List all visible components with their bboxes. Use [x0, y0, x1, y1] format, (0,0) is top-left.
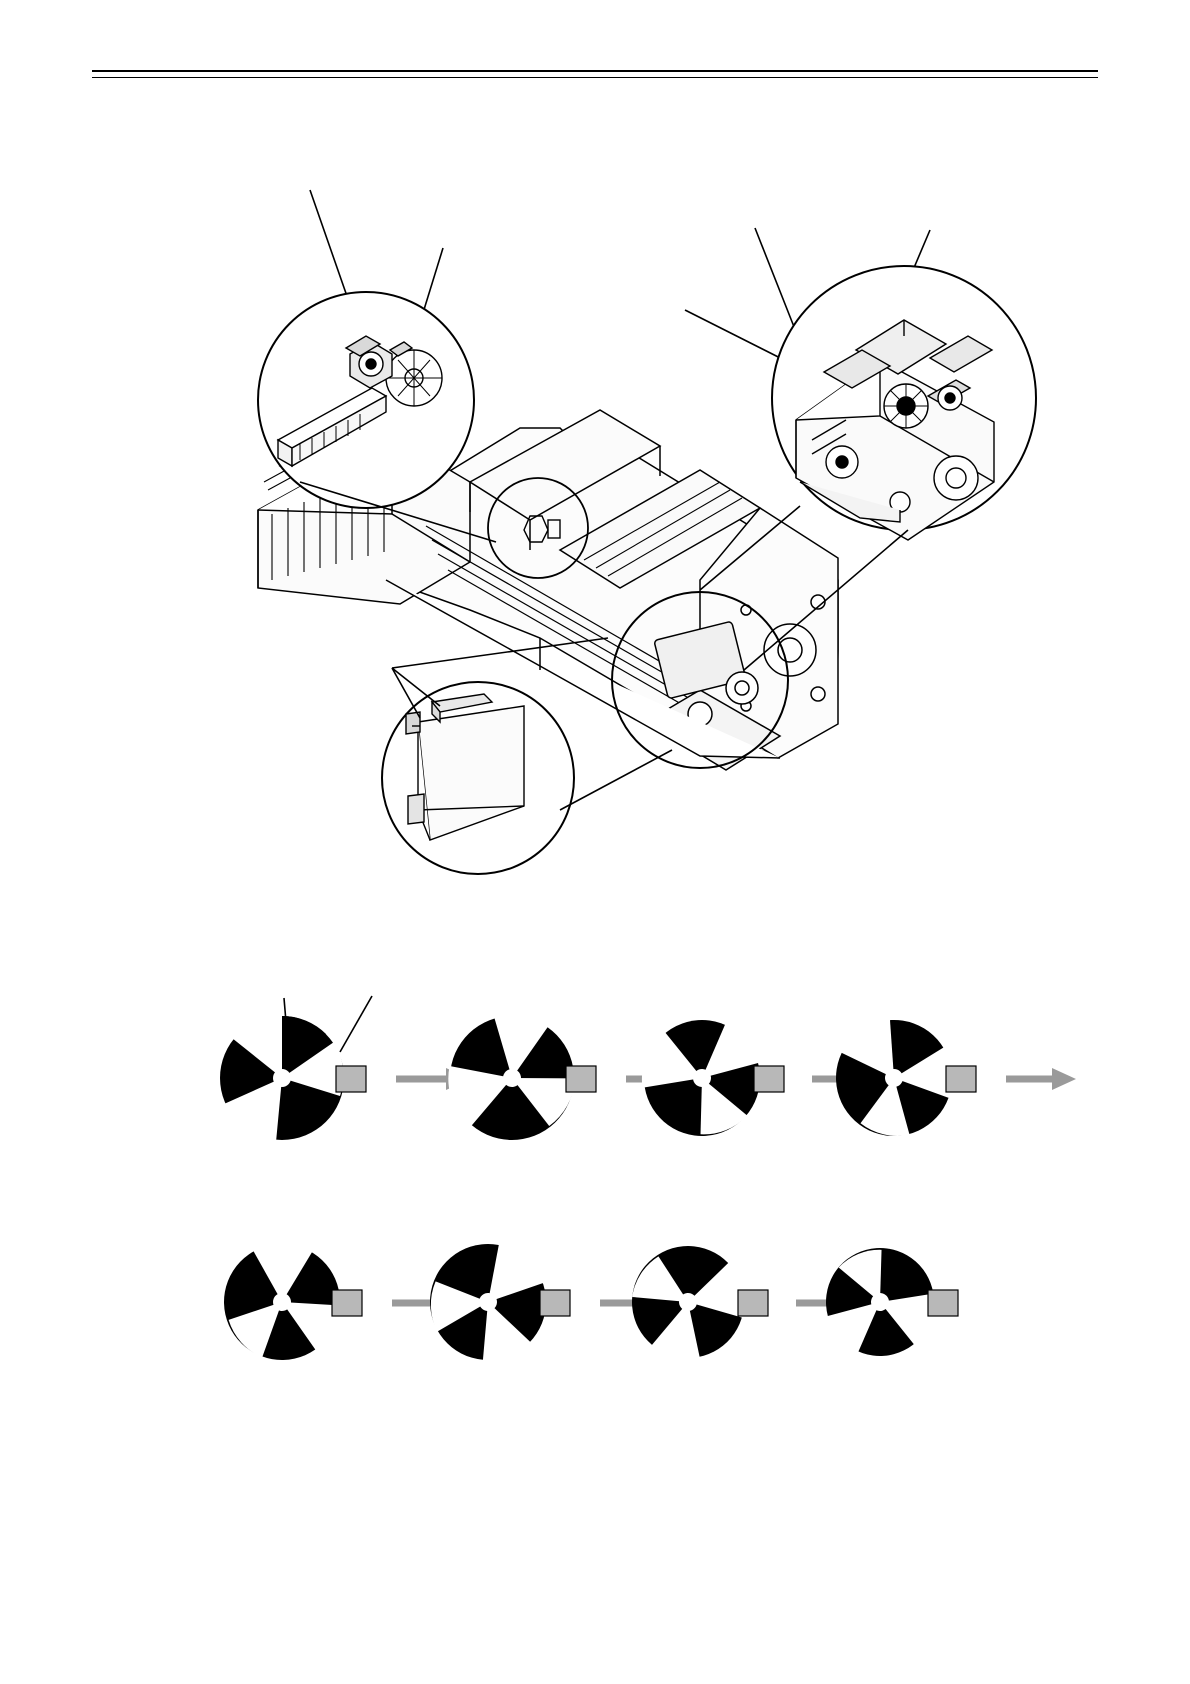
rotation-step-6: [425, 1237, 570, 1367]
rotation-step-4: [818, 1003, 976, 1153]
leader-line-6: [392, 668, 440, 706]
figure-rotation-row-2: [0, 1200, 1190, 1460]
rotation-step-8: [812, 1235, 958, 1368]
sensor-flag-4: [946, 1066, 976, 1092]
rotation-step-2: [425, 990, 600, 1166]
sensor-flag-8: [928, 1290, 958, 1316]
figure-assembly-overview: [0, 110, 1190, 900]
rotation-step-3: [629, 1006, 784, 1149]
leader-line-7: [392, 668, 420, 718]
sensor-flag-7: [738, 1290, 768, 1316]
sequence-arrow-4: [1006, 1068, 1076, 1090]
rotation-step-1: [220, 1014, 366, 1142]
sensor-flag-2: [566, 1066, 596, 1092]
header-rule-thick: [92, 70, 1098, 72]
leader-sensor-label: [340, 996, 372, 1052]
header-rule-thin: [92, 77, 1098, 78]
sensor-flag-5: [332, 1290, 362, 1316]
rotation-step-5: [200, 1220, 364, 1385]
sensor-flag-1: [336, 1066, 366, 1092]
sensor-flag-3: [754, 1066, 784, 1092]
sensor-flag-6: [540, 1290, 570, 1316]
callout-connector-3: [560, 750, 672, 810]
